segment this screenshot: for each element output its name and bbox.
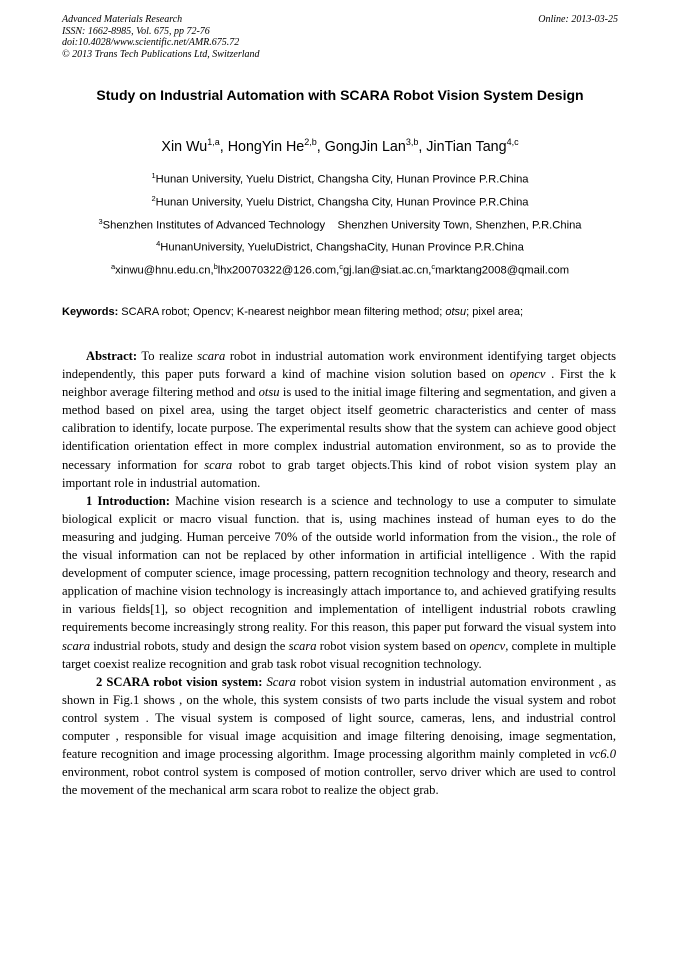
italic-run: scara <box>197 349 226 363</box>
email-sup: b <box>213 262 218 271</box>
section-heading: 1 Introduction: <box>86 493 170 508</box>
section-heading: 2 SCARA robot vision system: <box>96 674 263 689</box>
text-run: Machine vision research is a science and technology to use a computer to simulate biological explicit or macro visual function. that is, using machines instead of human eyes to do the measuring and judging. Human perceive 70% of the outside world information from the vision., the role of the visual information can not be replaced by other information in artificial intelligence . With the rapid development of computer science, image processing, pattern recognition technology and theory, research and application of machine vision technology is increasingly attach importance to, and achieved gratifying results in various fields[1], so object recognition and implementation of intelligent industrial robots crawling requirements become increasingly strong reality. For this reason, this paper put forward the visual system into <box>62 493 616 635</box>
paper-title: Study on Industrial Automation with SCARA Robot Vision System Design <box>96 87 584 103</box>
italic-run: vc6.0 <box>589 747 616 762</box>
text-run: is used to the initial image filtering and segmentation, and given a method based on pixel area, using the target object itself geometric characteristics and center of mass calibration to identify, locate purpose. The experimental results show that the system can achieve good object identification orientation effect in more complex industrial automation environment, so as to provide the necessary information for <box>62 385 617 472</box>
running-header <box>62 14 618 60</box>
text-run: robot to grab target objects.This kind of robot vision system play an important role in industrial automation. <box>62 457 616 490</box>
email-line <box>40 260 640 278</box>
italic-run: opencv <box>509 367 546 382</box>
affiliation-sup: 3 <box>98 217 103 226</box>
author-sup: 4,c <box>506 137 519 147</box>
text-run: robot vision system in industrial automation environment , as shown in Fig.1 shows , on the whole, this system consists of two parts include the visual system and robot control system . The visual system is composed of light source, cameras, lens, and industrial control computer , responsible for visual image acquisition and image filtering denoising, image segmentation, feature recognition and image processing algorithm. Image processing algorithm mainly completed in <box>62 674 617 762</box>
affiliation-2 <box>40 192 640 210</box>
affiliation-4 <box>40 237 640 255</box>
affiliation-sup: 4 <box>156 239 161 248</box>
issn-line: ISSN: 1662-8985, Vol. 675, pp 72-76 <box>62 25 210 37</box>
doi-line: doi:10.4028/www.scientific.net/AMR.675.72 <box>62 37 240 48</box>
affiliation-text: HunanUniversity, YueluDistrict, ChangshaCity, Hunan Province P.R.China <box>160 241 524 254</box>
author-sup: 2,b <box>304 137 317 147</box>
author-name: GongJin Lan <box>324 138 406 155</box>
abstract-paragraph <box>62 347 616 492</box>
affiliation-text: Hunan University, Yuelu District, Changsha City, Hunan Province P.R.China <box>155 173 529 186</box>
italic-run: scara <box>62 638 90 653</box>
author-name: HongYin He <box>227 138 305 155</box>
keywords-italic: otsu <box>445 306 467 318</box>
email-address: gj.lan@siat.ac.cn, <box>342 264 432 277</box>
abstract-label: Abstract: <box>86 349 138 363</box>
author-sup: 3,b <box>405 137 419 147</box>
journal-name: Advanced Materials Research <box>62 14 183 25</box>
text-run: environment, robot control system is composed of motion controller, servo driver which are used to control the movement of the mechanical arm scara robot to realize the object grab. <box>62 765 616 798</box>
text-run: industrial robots, study and design the <box>90 638 289 653</box>
email-address: xinwu@hnu.edu.cn, <box>115 264 214 277</box>
text-run: robot in industrial automation work environment identifying target objects independently, this paper puts forward a kind of machine vision solution based on <box>62 349 616 382</box>
text-run: To realize <box>137 349 198 363</box>
email-sup: a <box>110 262 116 271</box>
keywords-label: Keywords: <box>62 306 119 318</box>
online-date: Online: 2013-03-25 <box>538 14 618 25</box>
copyright-line: © 2013 Trans Tech Publications Ltd, Switzerland <box>62 48 260 60</box>
keywords-text: SCARA robot; Opencv; K-nearest neighbor mean filtering method; <box>118 306 446 318</box>
text-run: , complete in multiple target coexist realize recognition and grab task robot visual recognition technology. <box>62 638 617 671</box>
body-text <box>62 347 616 799</box>
affiliation-3 <box>40 215 640 233</box>
italic-run: otsu <box>258 385 280 400</box>
email-sup: c <box>339 262 343 271</box>
affiliation-text: Hunan University, Yuelu District, Changsha City, Hunan Province P.R.China <box>155 196 529 209</box>
email-sup: c <box>431 262 436 271</box>
author-name: Xin Wu <box>161 138 208 155</box>
text-run: robot vision system based on <box>316 638 470 653</box>
author-sup: 1,a <box>207 137 220 147</box>
author-list: Xin Wu$^{1,a}$, HongYin He$^{2,b}$, GongJin Lan$^{3,b}$, JinTian Tang$^{4,c}$ <box>161 137 519 155</box>
affiliation-text: Shenzhen Institutes of Advanced Technology Shenzhen University Town, Shenzhen, P.R.China <box>102 219 582 232</box>
email-address: marktang2008@qmail.com <box>435 264 570 277</box>
italic-run: scara <box>288 638 317 653</box>
author-name: JinTian Tang <box>426 138 507 155</box>
introduction-paragraph <box>62 492 616 673</box>
italic-run: opencv <box>469 638 506 653</box>
italic-run: scara <box>204 457 233 472</box>
italic-run: Scara <box>266 674 296 689</box>
affiliation-1 <box>40 169 640 187</box>
text-run: . First the k neighbor average filtering method and <box>62 367 616 400</box>
keywords <box>62 305 618 319</box>
affiliation-sup: 1 <box>151 171 156 180</box>
affiliation-sup: 2 <box>151 194 156 203</box>
keywords-text: ; pixel area; <box>466 306 524 318</box>
section-2-paragraph <box>62 673 616 800</box>
email-address: lhx20070322@126.com, <box>217 264 340 277</box>
